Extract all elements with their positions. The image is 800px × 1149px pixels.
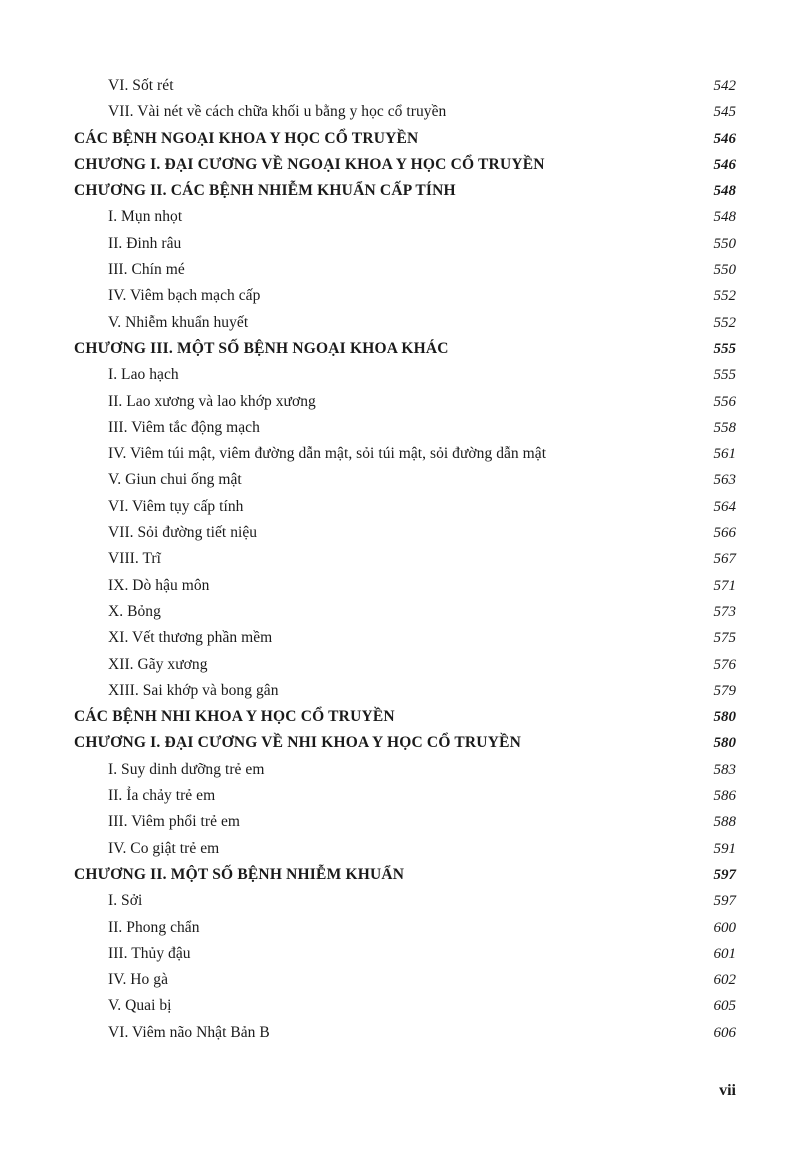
toc-entry-page: 573 (713, 603, 736, 620)
toc-entry (74, 362, 736, 388)
toc-entry-title: VI. Viêm tụy cấp tính (108, 497, 244, 515)
toc-entry-title: XII. Gãy xương (108, 655, 208, 673)
toc-entry (74, 99, 736, 125)
page-number: vii (719, 1082, 736, 1099)
toc-entry-title: IV. Co giật trẻ em (108, 839, 220, 857)
toc-entry-title: X. Bỏng (108, 602, 161, 620)
toc-entry-title: CHƯƠNG III. MỘT SỐ BỆNH NGOẠI KHOA KHÁC (74, 339, 449, 357)
toc-entry-title: I. Sởi (108, 892, 143, 910)
toc-entry (74, 494, 736, 520)
toc-entry-page: 597 (713, 866, 736, 883)
toc-entry (74, 520, 736, 546)
toc-entry-page: 542 (713, 78, 736, 94)
toc-heading (74, 178, 736, 204)
toc-entry (74, 809, 736, 835)
toc-entry-page: 548 (713, 183, 736, 200)
toc-entry-title: I. Suy dinh dưỡng trẻ em (108, 760, 265, 778)
table-of-contents (74, 73, 736, 1046)
toc-entry (74, 441, 736, 467)
toc-entry (74, 678, 736, 704)
toc-entry-title: VIII. Trĩ (108, 550, 161, 568)
toc-entry-page: 605 (713, 998, 736, 1015)
toc-entry-page: 591 (713, 840, 736, 857)
toc-entry (74, 836, 736, 862)
toc-entry-page: 555 (713, 340, 736, 357)
toc-entry (74, 967, 736, 993)
toc-entry-page: 567 (713, 551, 736, 568)
toc-entry (74, 283, 736, 309)
toc-entry-page: 583 (713, 761, 736, 778)
toc-entry (74, 546, 736, 572)
toc-entry-page: 575 (713, 630, 736, 647)
toc-entry-title: V. Quai bị (108, 997, 172, 1015)
toc-entry-title: V. Nhiễm khuẩn huyết (108, 313, 249, 331)
toc-entry-title: III. Thủy đậu (108, 944, 191, 962)
toc-entry (74, 389, 736, 415)
toc-entry-page: 552 (713, 314, 736, 331)
toc-entry-page: 552 (713, 288, 736, 305)
toc-entry-title: I. Lao hạch (108, 366, 179, 384)
toc-heading (74, 862, 736, 888)
toc-entry-title: III. Chín mé (108, 261, 185, 279)
toc-entry-page: 561 (713, 446, 736, 463)
toc-entry-page: 606 (713, 1024, 736, 1041)
toc-entry (74, 415, 736, 441)
toc-entry-page: 579 (713, 682, 736, 699)
toc-heading (74, 126, 736, 152)
toc-entry-title: II. Ỉa chảy trẻ em (108, 787, 216, 805)
toc-entry-title: VII. Vài nét về cách chữa khối u bằng y học cổ truyền (108, 103, 447, 121)
toc-entry (74, 73, 736, 99)
toc-entry-title: II. Đinh râu (108, 234, 182, 252)
toc-entry-title: IV. Viêm bạch mạch cấp (108, 287, 261, 305)
toc-entry-page: 588 (713, 814, 736, 831)
toc-entry (74, 599, 736, 625)
toc-entry-title: CHƯƠNG II. CÁC BỆNH NHIỄM KHUẨN CẤP TÍNH (74, 182, 456, 200)
toc-entry-page: 548 (713, 209, 736, 226)
toc-entry (74, 625, 736, 651)
toc-entry (74, 1020, 736, 1046)
toc-entry-title: VI. Viêm não Nhật Bản B (108, 1023, 270, 1041)
toc-entry (74, 310, 736, 336)
toc-entry-title: CHƯƠNG I. ĐẠI CƯƠNG VỀ NHI KHOA Y HỌC CỔ TRUYỀN (74, 734, 522, 752)
toc-entry-page: 586 (713, 788, 736, 805)
toc-entry (74, 888, 736, 914)
toc-entry (74, 257, 736, 283)
toc-entry (74, 467, 736, 493)
toc-entry-page: 550 (713, 235, 736, 252)
toc-entry-title: I. Mụn nhọt (108, 208, 183, 226)
toc-entry (74, 941, 736, 967)
toc-entry-page: 580 (713, 709, 736, 726)
toc-entry-title: XI. Vết thương phần mềm (108, 629, 273, 647)
toc-entry-title: V. Giun chui ống mật (108, 471, 242, 489)
toc-entry-title: III. Viêm phổi trẻ em (108, 813, 240, 831)
toc-entry (74, 783, 736, 809)
toc-entry (74, 757, 736, 783)
toc-entry-title: VII. Sỏi đường tiết niệu (108, 524, 258, 542)
toc-entry-title: VI. Sốt rét (108, 77, 174, 94)
toc-entry-page: 602 (713, 972, 736, 989)
toc-heading (74, 730, 736, 756)
toc-entry-title: II. Phong chẩn (108, 918, 200, 936)
toc-entry (74, 204, 736, 230)
toc-entry-page: 545 (713, 104, 736, 121)
toc-entry (74, 231, 736, 257)
toc-entry-page: 556 (713, 393, 736, 410)
toc-entry-title: XIII. Sai khớp và bong gân (108, 681, 279, 699)
toc-entry-page: 563 (713, 472, 736, 489)
toc-entry-page: 564 (713, 498, 736, 515)
toc-entry-page: 580 (713, 735, 736, 752)
toc-entry-title: CHƯƠNG II. MỘT SỐ BỆNH NHIỄM KHUẨN (74, 865, 405, 883)
toc-entry-title: IV. Ho gà (108, 971, 169, 989)
toc-entry-page: 558 (713, 419, 736, 436)
toc-heading (74, 704, 736, 730)
toc-heading (74, 152, 736, 178)
toc-entry-page: 550 (713, 262, 736, 279)
toc-entry-title: CÁC BỆNH NGOẠI KHOA Y HỌC CỔ TRUYỀN (74, 129, 419, 147)
toc-entry-page: 597 (713, 893, 736, 910)
toc-entry (74, 652, 736, 678)
toc-entry-page: 546 (713, 156, 736, 173)
toc-entry-title: CHƯƠNG I. ĐẠI CƯƠNG VỀ NGOẠI KHOA Y HỌC CỔ TRUYỀN (74, 155, 545, 173)
toc-entry-page: 566 (713, 525, 736, 542)
toc-entry-title: CÁC BỆNH NHI KHOA Y HỌC CỔ TRUYỀN (74, 708, 395, 726)
toc-entry-title: IX. Dò hậu môn (108, 576, 210, 594)
toc-entry-page: 601 (713, 945, 736, 962)
toc-entry-page: 555 (713, 367, 736, 384)
toc-entry (74, 573, 736, 599)
toc-entry-title: IV. Viêm túi mật, viêm đường dẫn mật, sỏi túi mật, sỏi đường dẫn mật (108, 445, 547, 463)
toc-entry-page: 546 (713, 130, 736, 147)
toc-entry-title: III. Viêm tắc động mạch (108, 418, 260, 436)
toc-entry-title: II. Lao xương và lao khớp xương (108, 392, 316, 410)
toc-entry-page: 576 (713, 656, 736, 673)
toc-entry (74, 993, 736, 1019)
toc-heading (74, 336, 736, 362)
toc-entry (74, 915, 736, 941)
toc-entry-page: 600 (713, 919, 736, 936)
toc-entry-page: 571 (713, 577, 736, 594)
